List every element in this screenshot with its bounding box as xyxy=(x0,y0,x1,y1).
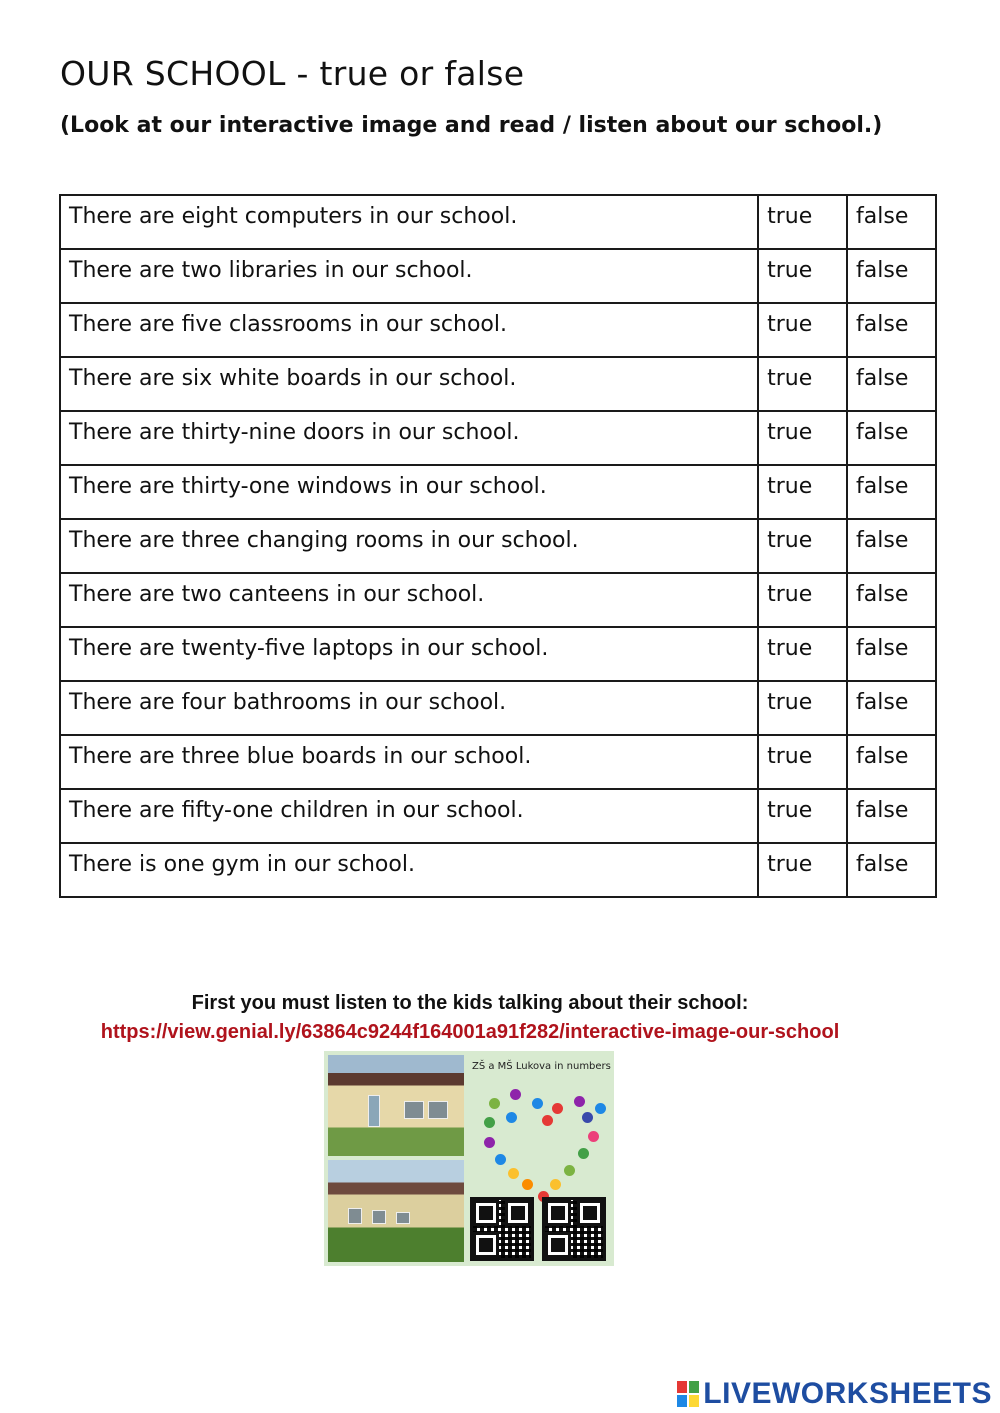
false-option[interactable]: false xyxy=(847,789,936,843)
liveworksheets-mark-icon xyxy=(677,1381,699,1407)
heart-dot xyxy=(506,1112,517,1123)
true-option[interactable]: true xyxy=(758,573,847,627)
table-row xyxy=(60,573,936,627)
heart-dot xyxy=(489,1098,500,1109)
true-false-table xyxy=(59,194,937,898)
table-row xyxy=(60,195,936,249)
statement-cell: There are fifty-one children in our school. xyxy=(60,789,758,843)
true-option[interactable]: true xyxy=(758,681,847,735)
false-option[interactable]: false xyxy=(847,519,936,573)
heart-dot xyxy=(574,1096,585,1107)
false-option[interactable]: false xyxy=(847,357,936,411)
heart-dot xyxy=(582,1112,593,1123)
table-row xyxy=(60,735,936,789)
heart-dot xyxy=(578,1148,589,1159)
false-option[interactable]: false xyxy=(847,843,936,897)
true-option[interactable]: true xyxy=(758,411,847,465)
listen-instruction: First you must listen to the kids talking about their school: xyxy=(191,992,749,1014)
statement-cell: There are eight computers in our school. xyxy=(60,195,758,249)
heart-dot xyxy=(484,1117,495,1128)
heart-dot xyxy=(552,1103,563,1114)
false-option[interactable]: false xyxy=(847,303,936,357)
heart-dot xyxy=(550,1179,561,1190)
statement-cell: There are thirty-one windows in our school. xyxy=(60,465,758,519)
false-option[interactable]: false xyxy=(847,465,936,519)
false-option[interactable]: false xyxy=(847,573,936,627)
heart-dot xyxy=(564,1165,575,1176)
statement-cell: There are twenty-five laptops in our school. xyxy=(60,627,758,681)
statement-cell: There are three changing rooms in our school. xyxy=(60,519,758,573)
statement-cell: There are six white boards in our school. xyxy=(60,357,758,411)
heart-dot xyxy=(542,1115,553,1126)
table-row xyxy=(60,303,936,357)
statement-cell: There are three blue boards in our school. xyxy=(60,735,758,789)
heart-dot xyxy=(522,1179,533,1190)
heart-dot xyxy=(508,1168,519,1179)
table-row xyxy=(60,843,936,897)
table-row xyxy=(60,681,936,735)
table-row xyxy=(60,465,936,519)
school-collage-image xyxy=(324,1051,614,1266)
qr-code-icon xyxy=(542,1197,606,1261)
table-row xyxy=(60,411,936,465)
table-row xyxy=(60,789,936,843)
table-row xyxy=(60,519,936,573)
heart-dot xyxy=(484,1137,495,1148)
heart-dot xyxy=(595,1103,606,1114)
true-option[interactable]: true xyxy=(758,519,847,573)
false-option[interactable]: false xyxy=(847,681,936,735)
true-option[interactable]: true xyxy=(758,249,847,303)
liveworksheets-brand: LIVEWORKSHEETS xyxy=(703,1377,992,1410)
statement-cell: There are five classrooms in our school. xyxy=(60,303,758,357)
table-row xyxy=(60,249,936,303)
statement-cell: There are thirty-nine doors in our school. xyxy=(60,411,758,465)
true-option[interactable]: true xyxy=(758,465,847,519)
table-row xyxy=(60,627,936,681)
liveworksheets-logo xyxy=(677,1376,992,1412)
collage-caption: ZŠ a MŠ Lukova in numbers xyxy=(472,1061,611,1072)
heart-dot xyxy=(532,1098,543,1109)
statement-cell: There is one gym in our school. xyxy=(60,843,758,897)
true-option[interactable]: true xyxy=(758,843,847,897)
school-photo-side xyxy=(328,1160,464,1262)
heart-dot xyxy=(588,1131,599,1142)
false-option[interactable]: false xyxy=(847,195,936,249)
true-option[interactable]: true xyxy=(758,357,847,411)
false-option[interactable]: false xyxy=(847,735,936,789)
statement-cell: There are two canteens in our school. xyxy=(60,573,758,627)
table-row xyxy=(60,357,936,411)
qr-code-icon xyxy=(470,1197,534,1261)
true-option[interactable]: true xyxy=(758,735,847,789)
false-option[interactable]: false xyxy=(847,627,936,681)
heart-dot xyxy=(495,1154,506,1165)
true-option[interactable]: true xyxy=(758,627,847,681)
statement-cell: There are four bathrooms in our school. xyxy=(60,681,758,735)
statement-cell: There are two libraries in our school. xyxy=(60,249,758,303)
false-option[interactable]: false xyxy=(847,411,936,465)
page-subtitle: (Look at our interactive image and read / listen about our school.) xyxy=(60,113,883,138)
genially-link[interactable]: https://view.genial.ly/63864c9244f164001a91f282/interactive-image-our-school xyxy=(100,1021,840,1043)
false-option[interactable]: false xyxy=(847,249,936,303)
true-option[interactable]: true xyxy=(758,303,847,357)
school-photo-front xyxy=(328,1055,464,1156)
true-option[interactable]: true xyxy=(758,195,847,249)
page-title: OUR SCHOOL - true or false xyxy=(60,54,525,93)
heart-dot xyxy=(510,1089,521,1100)
true-option[interactable]: true xyxy=(758,789,847,843)
